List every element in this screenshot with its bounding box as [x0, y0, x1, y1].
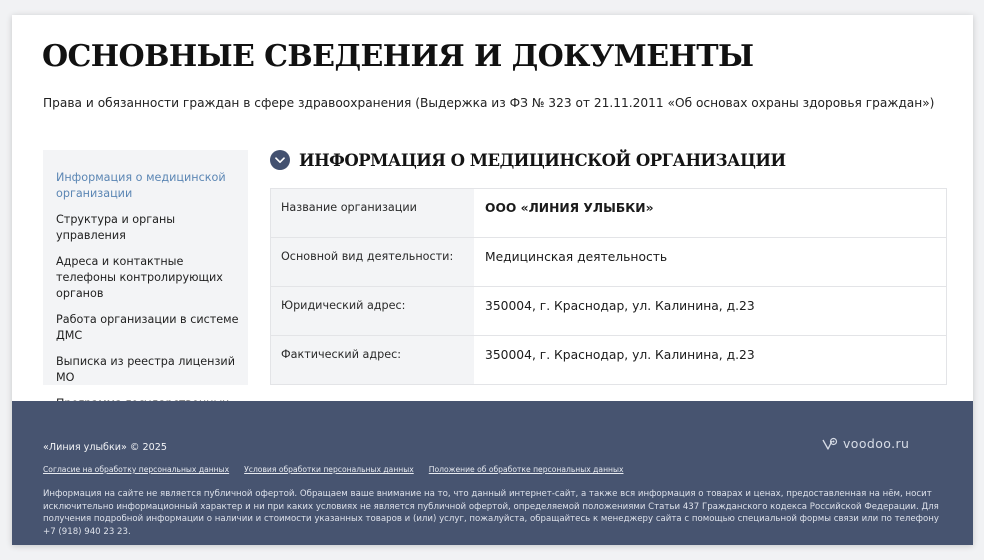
chevron-down-icon[interactable] — [270, 150, 290, 170]
row-label: Основной вид деятельности: — [271, 238, 474, 286]
table-row — [271, 238, 946, 287]
copyright-text: «Линия улыбки» © 2025 — [43, 442, 167, 453]
footer-link-processing-policy[interactable]: Положение об обработке персональных данных — [428, 465, 624, 474]
row-label: Юридический адрес: — [271, 287, 474, 335]
developer-link[interactable] — [822, 436, 909, 451]
row-label: Название организации — [271, 189, 474, 237]
citizen-rights-link[interactable]: Права и обязанности граждан в сфере здравоохранения (Выдержка из ФЗ № 323 от 21.11.2011 «Об основах охраны здоровья граждан») — [43, 96, 935, 110]
developer-name: voodoo.ru — [843, 436, 910, 451]
sidebar-item-medical-organization-info[interactable]: Информация о медицинской организации — [56, 171, 226, 200]
sidebar-nav — [43, 150, 248, 385]
table-row — [271, 336, 946, 384]
footer-link-processing-terms[interactable]: Условия обработки персональных данных — [244, 465, 414, 474]
page-title: ОСНОВНЫЕ СВЕДЕНИЯ И ДОКУМЕНТЫ — [42, 39, 754, 74]
table-row — [271, 189, 946, 238]
content-card — [12, 15, 973, 545]
voodoo-logo-icon — [822, 437, 838, 451]
site-footer — [12, 401, 973, 545]
row-value: 350004, г. Краснодар, ул. Калинина, д.23 — [474, 287, 946, 335]
table-row — [271, 287, 946, 336]
sidebar-item-supervisory-contacts[interactable]: Адреса и контактные телефоны контролирующих органов — [56, 255, 223, 300]
sidebar-item-dms[interactable]: Работа организации в системе ДМС — [56, 313, 239, 342]
sidebar-item-structure[interactable]: Структура и органы управления — [56, 213, 176, 242]
organization-info-table — [270, 188, 947, 385]
row-value: ООО «ЛИНИЯ УЛЫБКИ» — [474, 189, 946, 237]
sidebar-item-license-registry[interactable]: Выписка из реестра лицензий МО — [56, 355, 235, 384]
section-header[interactable] — [270, 149, 786, 171]
row-value: 350004, г. Краснодар, ул. Калинина, д.23 — [474, 336, 946, 384]
row-label: Фактический адрес: — [271, 336, 474, 384]
footer-link-consent[interactable]: Согласие на обработку персональных данных — [43, 465, 230, 474]
section-title: ИНФОРМАЦИЯ О МЕДИЦИНСКОЙ ОРГАНИЗАЦИИ — [299, 150, 786, 170]
footer-links — [43, 465, 624, 474]
row-value: Медицинская деятельность — [474, 238, 946, 286]
footer-disclaimer: Информация на сайте не является публичной офертой. Обращаем ваше внимание на то, что данный интернет-сайт, а также вся информация о товарах и ценах, предоставленная на нём, носит исключительно информационный характер и ни при каких условиях не является публичной офертой, определяемой положениями Статьи 437 Гражданского кодекса Российской Федерации. Для получения подробной информации о наличии и стоимости указанных товаров и (или) услуг, пожалуйста, обращайтесь к менеджеру сайта с помощью специальной формы связи или по телефону +7 (918) 940 23 23. — [43, 489, 939, 537]
